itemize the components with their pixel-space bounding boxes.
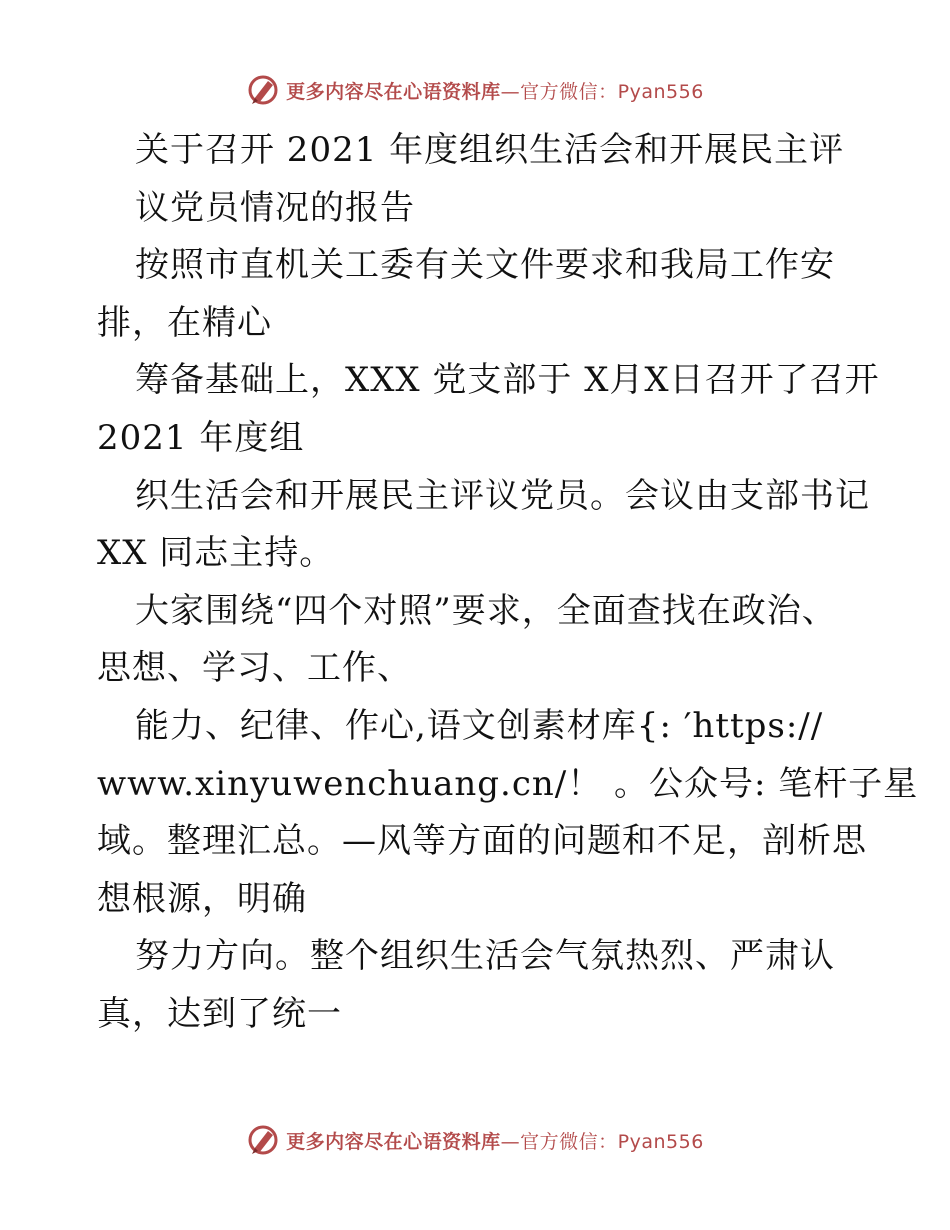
doc-line: 2021 年度组 <box>97 417 305 458</box>
doc-line: 域。整理汇总。—风等方面的问题和不足，剖析思 <box>97 821 867 862</box>
document-body <box>97 122 919 1044</box>
doc-line: 努力方向。整个组织生活会气氛热烈、严肃认 <box>135 936 835 977</box>
footer-banner-main-text: 更多内容尽在心语资料库 <box>286 1130 501 1153</box>
doc-line: 想根源，明确 <box>97 878 307 919</box>
footer-watermark-banner <box>0 1120 950 1160</box>
doc-line: 筹备基础上，XXX 党支部于 X月X日召开了召开 <box>135 360 880 401</box>
doc-line: 能力、纪律、作心,语文创素材库{: ′https:// <box>135 705 824 746</box>
footer-banner-tail-text: —官方微信：Pyan556 <box>500 1130 704 1153</box>
doc-line: 按照市直机关工委有关文件要求和我局工作安 <box>135 245 835 286</box>
pen-logo-icon <box>246 1123 280 1157</box>
header-banner-tail-text: —官方微信：Pyan556 <box>500 80 704 103</box>
doc-line: 议党员情况的报告 <box>135 187 415 228</box>
doc-line: 真，达到了统一 <box>97 993 342 1034</box>
header-watermark-banner <box>0 70 950 110</box>
doc-line: www.xinyuwenchuang.cn/！ 。公众号: 笔杆子星 <box>97 763 919 804</box>
doc-line: 关于召开 2021 年度组织生活会和开展民主评 <box>135 130 845 170</box>
doc-line: 大家围绕“四个对照”要求，全面查找在政治、 <box>135 590 837 631</box>
doc-line: 排，在精心 <box>97 302 272 343</box>
doc-line: XX 同志主持。 <box>97 533 335 574</box>
pen-logo-icon <box>246 73 280 107</box>
doc-line: 思想、学习、工作、 <box>97 648 412 689</box>
header-banner-main-text: 更多内容尽在心语资料库 <box>286 80 501 103</box>
doc-line: 织生活会和开展民主评议党员。会议由支部书记 <box>135 475 870 516</box>
